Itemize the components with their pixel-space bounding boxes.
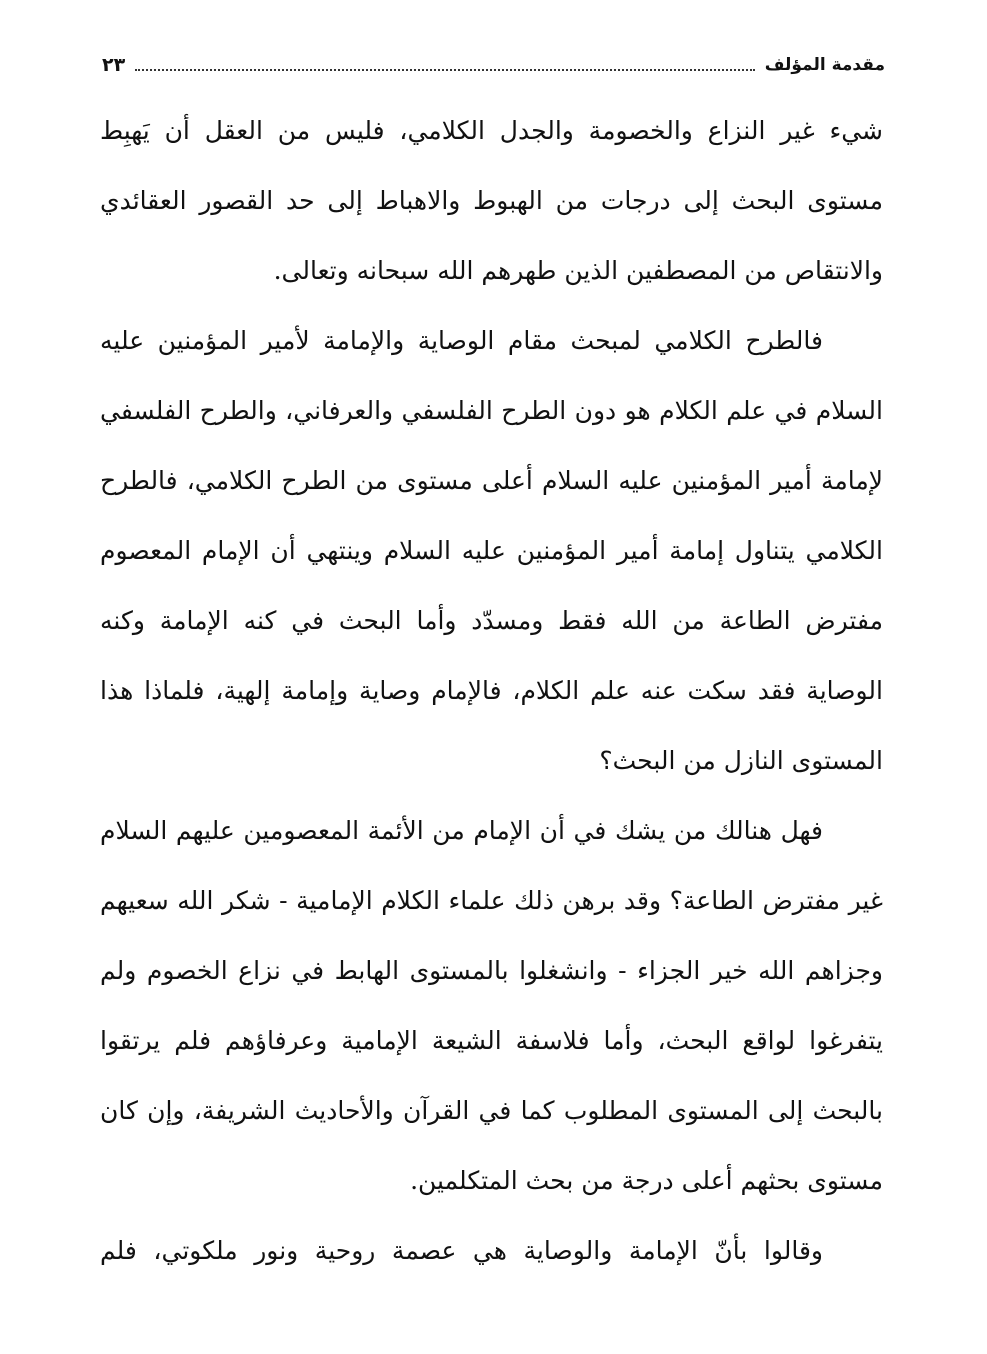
running-header (102, 50, 885, 80)
paragraph-continuation: شيء غير النزاع والخصومة والجدل الكلامي، فليس من العقل أن يَهبِط مستوى البحث إلى درجات من الهبوط والاهباط إلى حد القصور العقائدي والانتقاص من المصطفين الذين طهرهم الله سبحانه وتعالى. (100, 116, 883, 285)
section-title: مقدمة المؤلف (764, 55, 885, 75)
body-text (100, 96, 883, 1286)
paragraph-spiritual-infallibility: وقالوا بأنّ الإمامة والوصاية هي عصمة روحية ونور ملكوتي، فلم (100, 1236, 823, 1265)
page-number: ٢٣ (102, 54, 126, 76)
paragraph-kalam-approach: فالطرح الكلامي لمبحث مقام الوصاية والإمامة لأمير المؤمنين عليه السلام في علم الكلام هو دون الطرح الفلسفي والعرفاني، والطرح الفلسفي لإمامة أمير المؤمنين عليه السلام أعلى مستوى من الطرح الكلامي، فالطرح الكلامي يتناول إمامة أمير المؤمنين عليه السلام وينتهي أن الإمام المعصوم مفترض الطاعة من الله فقط ومسدّد وأما البحث في كنه الإمامة وكنه الوصاية فقد سكت عنه علم الكلام، فالإمام وصاية وإمامة إلهية، فلماذا هذا المستوى النازل من البحث؟ (100, 326, 883, 775)
dotted-leader (135, 69, 755, 71)
paragraph-doubt-question: فهل هنالك من يشك في أن الإمام من الأئمة المعصومين عليهم السلام غير مفترض الطاعة؟ وقد برهن ذلك علماء الكلام الإمامية - شكر الله سعيهم وجزاهم الله خير الجزاء - وانشغلوا بالمستوى الهابط في نزاع الخصوم ولم يتفرغوا لواقع البحث، وأما فلاسفة الشيعة الإمامية وعرفاؤهم فلم يرتقوا بالبحث إلى المستوى المطلوب كما في القرآن والأحاديث الشريفة، وإن كان مستوى بحثهم أعلى درجة من بحث المتكلمين. (100, 816, 883, 1195)
